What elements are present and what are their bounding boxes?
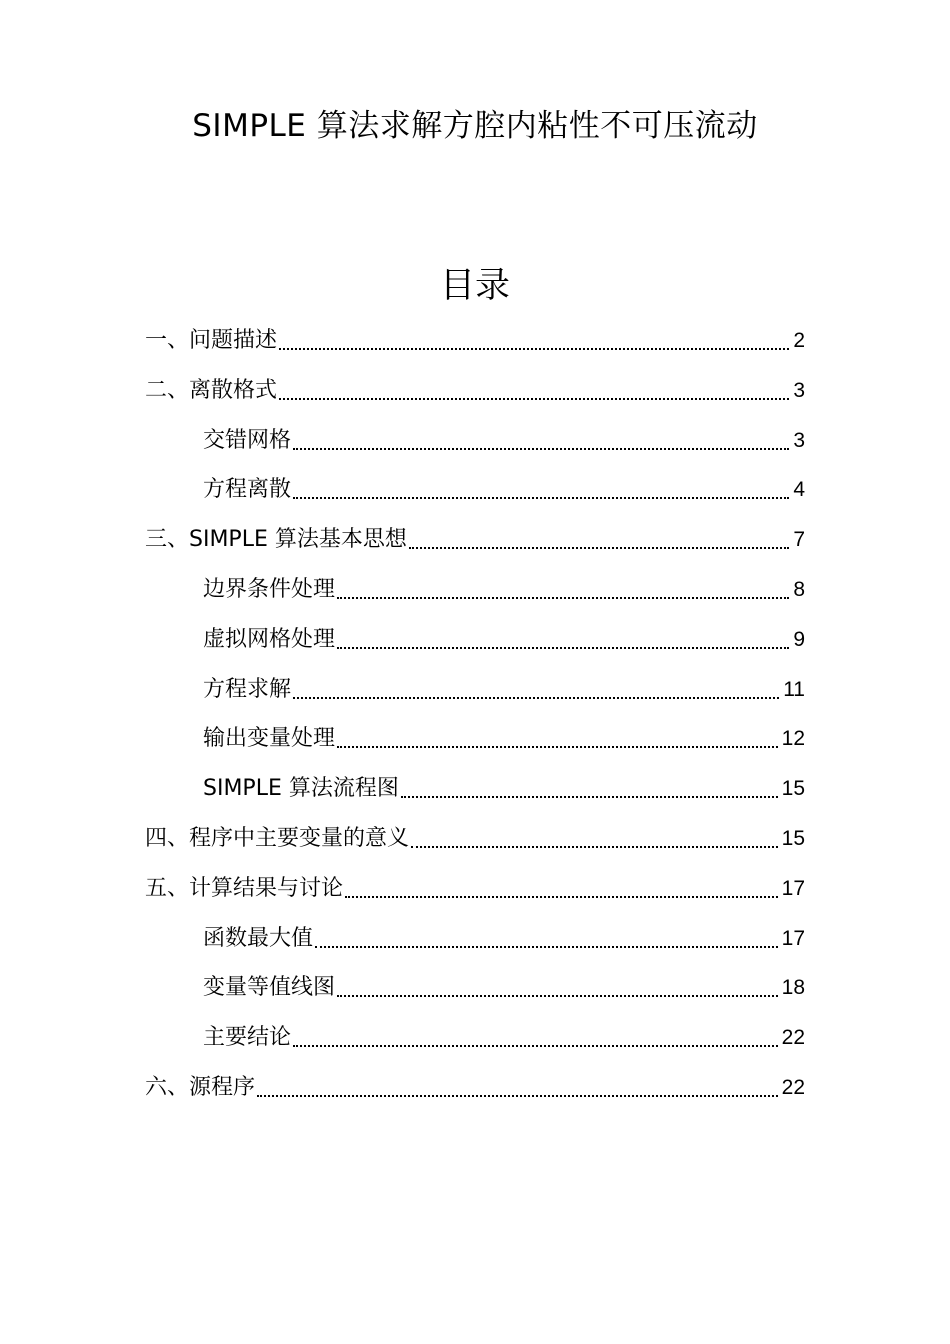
- toc-entry[interactable]: [203, 968, 805, 1008]
- toc-page-number: 4: [793, 478, 805, 502]
- toc-entry[interactable]: [203, 719, 805, 759]
- toc-page-number: 9: [793, 627, 805, 651]
- toc-page-number: 22: [781, 1026, 805, 1050]
- toc-entry-label: 方程离散: [203, 477, 292, 503]
- toc-entry-label: SIMPLE 算法流程图: [203, 776, 399, 802]
- toc-dot-leader: [279, 371, 789, 411]
- toc-entry[interactable]: [203, 421, 805, 461]
- toc-entry-label: 输出变量处理: [203, 726, 336, 752]
- toc-page-number: 15: [781, 777, 805, 801]
- toc-dot-leader: [337, 570, 789, 610]
- toc-dot-leader: [401, 769, 778, 809]
- toc-dot-leader: [257, 1068, 778, 1108]
- toc-dot-leader: [293, 670, 779, 710]
- toc-entry[interactable]: [145, 321, 805, 361]
- toc-page-number: 22: [781, 1076, 805, 1099]
- toc-dot-leader: [411, 819, 778, 859]
- toc-dot-leader: [293, 470, 789, 510]
- toc-entry[interactable]: [145, 819, 805, 859]
- toc-page-number: 17: [781, 926, 805, 950]
- toc-entry-label: 六、源程序: [145, 1075, 256, 1100]
- toc-dot-leader: [409, 520, 789, 560]
- toc-dot-leader: [337, 620, 789, 660]
- toc-entry[interactable]: [203, 620, 805, 660]
- toc-entry[interactable]: [203, 1018, 805, 1058]
- toc-entry-label: 五、计算结果与讨论: [145, 875, 344, 901]
- toc-entry-label: 虚拟网格处理: [203, 626, 336, 652]
- toc-entry[interactable]: [203, 769, 805, 809]
- toc-page-number: 12: [781, 727, 805, 751]
- toc-page-number: 7: [793, 528, 805, 552]
- toc-dot-leader: [293, 1018, 778, 1058]
- toc-dot-leader: [293, 421, 789, 461]
- toc-entry-label: 函数最大值: [203, 925, 314, 951]
- toc-entry-label: 主要结论: [203, 1025, 292, 1051]
- toc-entry[interactable]: [203, 470, 805, 510]
- toc-dot-leader: [315, 919, 778, 959]
- toc-entry[interactable]: [145, 520, 805, 560]
- toc-dot-leader: [345, 869, 778, 909]
- toc-dot-leader: [337, 968, 778, 1008]
- toc-entry-label: 方程求解: [203, 676, 292, 702]
- toc-entry[interactable]: [145, 371, 805, 411]
- toc-page-number: 3: [793, 428, 805, 452]
- toc-page-number: 17: [781, 876, 805, 900]
- toc-entry-label: 交错网格: [203, 427, 292, 453]
- toc-dot-leader: [337, 719, 778, 759]
- toc-entry-label: 边界条件处理: [203, 577, 336, 602]
- toc-page-number: 3: [793, 378, 805, 402]
- toc-entry-label: 四、程序中主要变量的意义: [145, 826, 410, 851]
- toc-page-number: 11: [783, 677, 805, 701]
- toc-entry-label: 三、SIMPLE 算法基本思想: [145, 527, 407, 553]
- toc-page-number: 2: [793, 329, 805, 352]
- toc-entry[interactable]: [203, 670, 805, 710]
- toc-page-number: 15: [781, 827, 805, 850]
- toc-dot-leader: [279, 321, 789, 361]
- toc-entry-label: 一、问题描述: [145, 328, 278, 353]
- toc-entry-label: 二、离散格式: [145, 377, 278, 403]
- toc-page-number: 18: [781, 976, 805, 1000]
- toc-entry[interactable]: [145, 1068, 805, 1108]
- toc-entry-label: 变量等值线图: [203, 975, 336, 1001]
- toc-entry[interactable]: [203, 570, 805, 610]
- document-title: SIMPLE 算法求解方腔内粘性不可压流动: [192, 108, 758, 144]
- toc-entry[interactable]: [203, 919, 805, 959]
- toc-page-number: 8: [793, 578, 805, 601]
- toc-heading: 目录: [439, 266, 510, 306]
- toc-entry[interactable]: [145, 869, 805, 909]
